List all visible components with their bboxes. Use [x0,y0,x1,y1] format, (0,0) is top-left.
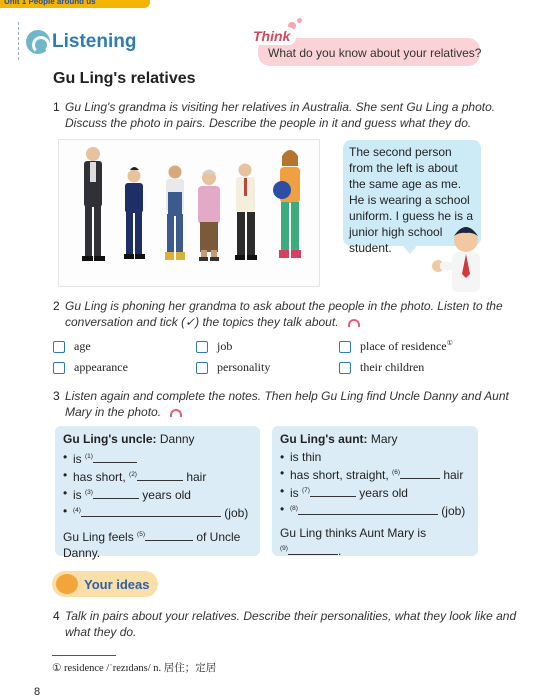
page-number: 8 [34,686,41,698]
note-line: • is $^{(1)}$ [63,449,252,467]
topic-option-appearance[interactable] [53,360,128,375]
note-line: • is thin [280,449,470,465]
your-ideas-label: Your ideas [84,577,150,592]
relative-figure [82,147,105,261]
exercise-4-line: Talk in pairs about your relatives. Describe their personalities, what they look like and [65,609,517,623]
checkbox[interactable] [53,341,65,353]
notes-heading-value: Mary [367,432,398,446]
checkbox[interactable] [339,341,351,353]
think-question: What do you know about your relatives? [268,46,482,60]
notes-heading: Gu Ling's uncle: [63,432,157,446]
headphones-icon [26,30,50,54]
exercise-1-line: Gu Ling's grandma is visiting her relatives in Australia. She sent Gu Ling a photo. [65,100,496,114]
note-line: • has short, $^{(2)}$ hair [63,467,252,485]
footnote: ① residence /ˈrezɪdəns/ n. 居住；定居 [52,663,217,674]
option-label: job [217,339,233,353]
exercise-4-line: what they do. [65,625,137,639]
option-label: place of residence [360,339,447,353]
exercise-2 [53,298,523,330]
topic-option-job[interactable] [196,339,232,354]
family-photo [58,139,320,287]
speech-bubble: The second person from the left is about the same age as me. He is wearing a school uniform. I guess he is a junior high school student. [343,140,481,246]
note-line: • has short, straight, $^{(6)}$ hair [280,465,470,483]
margin-divider [18,22,19,60]
boy-illustration [422,218,492,292]
answer-blank-3[interactable] [93,488,139,499]
checkbox[interactable] [339,362,351,374]
feeling-sentence-end: Danny. [63,546,101,560]
checkbox[interactable] [196,362,208,374]
think-dot-icon [297,18,302,23]
note-line: • is $^{(3)}$ years old [63,485,252,503]
exercise-number: 4 [53,609,60,623]
exercise-3-line: Listen again and complete the notes. Then help Gu Ling find Uncle Danny and Aunt [65,389,509,403]
opinion-sentence-end: $^{(9)}$ . [280,544,342,558]
exercise-number: 2 [53,299,60,313]
answer-blank-1[interactable] [93,452,137,463]
speech-bubble-tail [400,242,420,254]
notes-heading: Gu Ling's aunt: [280,432,368,446]
audio-icon[interactable] [348,319,360,327]
exercise-3-line: Mary in the photo. [65,405,162,419]
exercise-1-line: Discuss the photo in pairs. Describe the people in it and guess what they do. [65,116,472,130]
footnote-divider [52,655,116,656]
exercise-number: 3 [53,389,60,403]
option-label: their children [360,360,425,374]
feeling-sentence: Gu Ling feels $^{(5)}$ of Uncle [63,530,241,544]
topic-option-personality[interactable] [196,360,270,375]
answer-blank-5[interactable] [145,530,193,541]
note-line: • $^{(8)}$ (job) [280,501,470,519]
checkbox[interactable] [53,362,65,374]
answer-blank-7[interactable] [310,486,356,497]
topic-option-children[interactable] [339,360,424,375]
option-label: personality [217,360,271,374]
page-heading: Gu Ling's relatives [53,70,196,87]
audio-icon[interactable] [170,409,182,417]
note-line: • is $^{(7)}$ years old [280,483,470,501]
answer-blank-6[interactable] [400,468,440,479]
topic-option-residence[interactable] [339,339,453,354]
note-line: • $^{(4)}$ (job) [63,503,252,521]
think-label: Think [247,27,296,45]
exercise-3 [53,388,523,420]
answer-blank-2[interactable] [137,470,183,481]
topic-option-age[interactable] [53,339,91,354]
unit-tag [0,0,150,8]
option-label: appearance [74,360,128,374]
opinion-sentence: Gu Ling thinks Aunt Mary is [280,526,427,540]
exercise-2-line: conversation and tick (✓) the topics they talk about. [65,315,339,329]
exercise-4 [53,608,523,640]
exercise-2-line: Gu Ling is phoning her grandma to ask about the people in the photo. Listen to the [65,299,503,313]
notes-uncle [55,426,260,560]
exercise-number: 1 [53,100,60,114]
answer-blank-8[interactable] [298,504,438,515]
checkbox[interactable] [196,341,208,353]
option-label: age [74,339,91,353]
exercise-1 [53,99,523,131]
footnote-mark: ① [446,339,453,347]
section-title: Listening [52,31,137,52]
answer-blank-9[interactable] [288,544,338,555]
chat-bubbles-icon [56,574,78,594]
notes-heading-value: Danny [156,432,195,446]
answer-blank-4[interactable] [81,506,221,517]
unit-label: Unit 1 People around us [4,0,96,6]
notes-aunt [272,426,478,556]
